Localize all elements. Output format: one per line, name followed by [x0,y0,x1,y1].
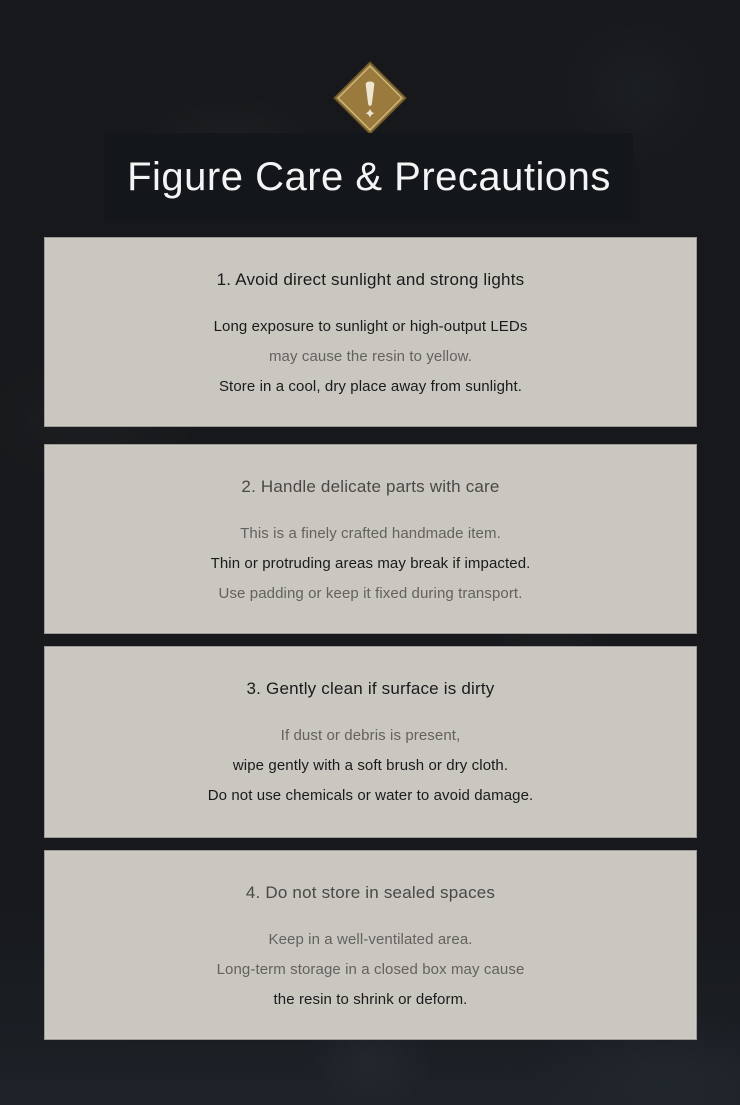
card-line: Long exposure to sunlight or high-output LEDs [213,318,528,335]
card-line: Use padding or keep it fixed during transport. [218,585,523,602]
card-line: Store in a cool, dry place away from sunlight. [218,378,523,395]
care-card-storage [44,850,697,1040]
card-title: 2. Handle delicate parts with care [241,477,500,496]
card-line: Long-term storage in a closed box may cause [216,961,525,978]
card-line: Keep in a well-ventilated area. [268,931,473,948]
exclamation-diamond-svg [332,60,408,136]
card-line: the resin to shrink or deform. [273,991,468,1008]
page-header [105,133,633,222]
care-card-delicate-parts [44,444,697,634]
card-line: Do not use chemicals or water to avoid damage. [207,787,534,804]
care-card-cleaning [44,646,697,838]
card-line: Thin or protruding areas may break if impacted. [210,555,531,572]
card-line: may cause the resin to yellow. [268,348,473,365]
warning-exclamation-icon [332,60,408,136]
card-title: 1. Avoid direct sunlight and strong lights [216,270,525,289]
card-line: If dust or debris is present, [280,727,461,744]
card-title: 4. Do not store in sealed spaces [245,883,496,902]
page-title: Figure Care & Precautions [127,155,611,199]
card-line: wipe gently with a soft brush or dry cloth. [232,757,509,774]
card-line: This is a finely crafted handmade item. [240,525,501,542]
care-card-sunlight [44,237,697,427]
card-title: 3. Gently clean if surface is dirty [246,679,495,698]
